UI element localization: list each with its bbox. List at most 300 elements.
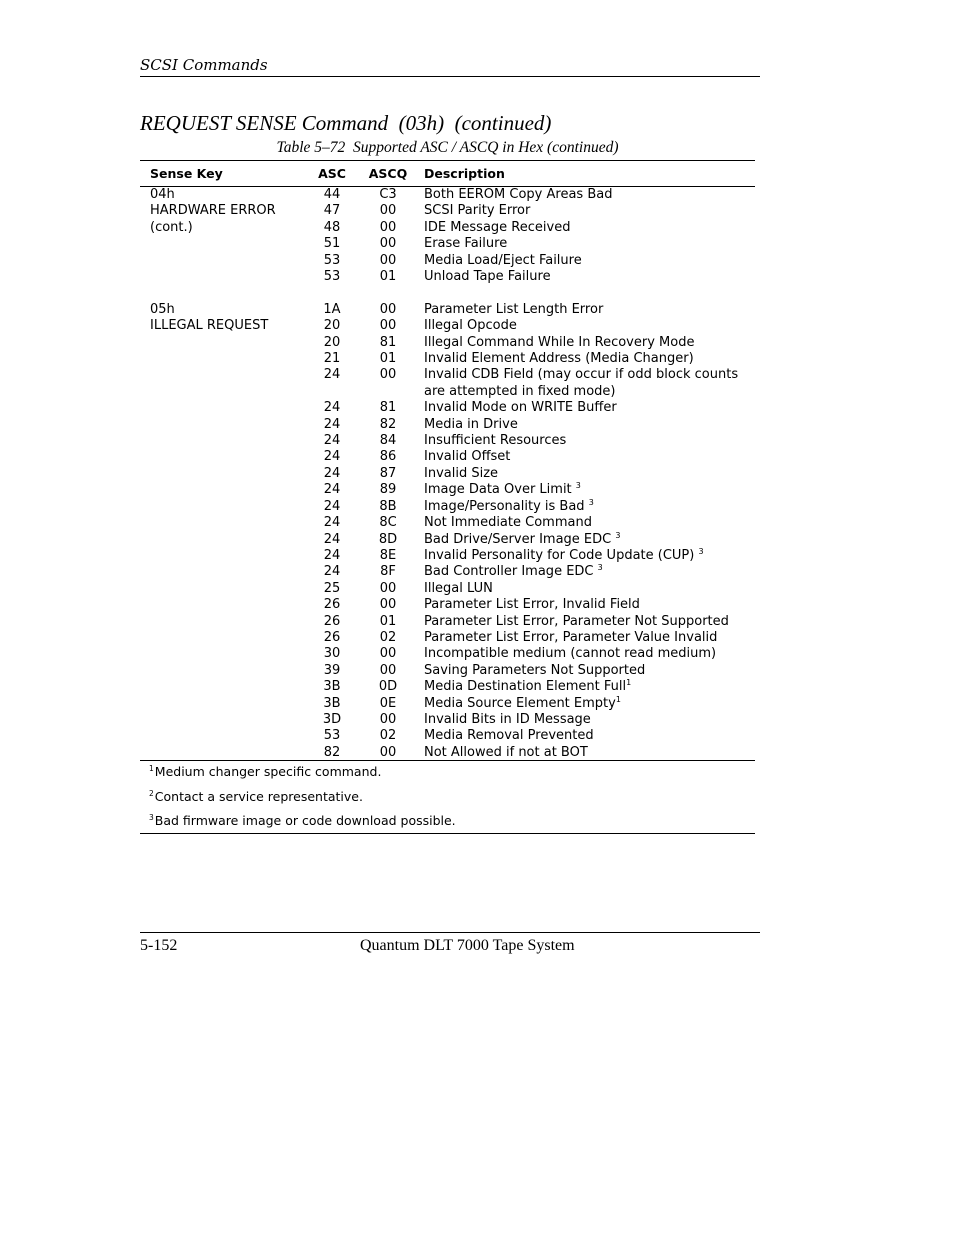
- asc-cell: [304, 614, 360, 630]
- asc-cell-text: 82: [323, 744, 341, 760]
- asc-cell: [304, 351, 360, 367]
- description-cell: [416, 712, 755, 728]
- description-cell: [416, 728, 755, 744]
- description-cell-text: Parameter List Length Error: [424, 301, 604, 317]
- footnote-reference: 1: [626, 678, 632, 688]
- sense-key-cell-text: ILLEGAL REQUEST: [150, 318, 269, 334]
- spacer-cell: [140, 285, 755, 301]
- sense-key-cell-text: HARDWARE ERROR: [150, 203, 276, 219]
- asc-cell: [304, 728, 360, 744]
- description-cell: [416, 367, 755, 383]
- asc-cell: [304, 302, 360, 318]
- table-row: [140, 696, 755, 712]
- table-row: [140, 433, 755, 449]
- description-cell-text: Bad Controller Image EDC: [424, 564, 598, 580]
- footnote: [140, 813, 755, 830]
- description-cell: [416, 532, 755, 548]
- table-row: [140, 597, 755, 613]
- ascq-cell-text: 00: [379, 252, 397, 268]
- description-cell-text: Parameter List Error, Invalid Field: [424, 597, 640, 613]
- ascq-cell: [360, 384, 416, 400]
- asc-cell-text: 24: [323, 531, 341, 547]
- footnote-text: Contact a service representative.: [154, 788, 363, 804]
- ascq-cell-text: 8B: [379, 498, 397, 514]
- footnotes: [140, 760, 755, 834]
- ascq-cell: [360, 318, 416, 334]
- table-row: [140, 417, 755, 433]
- ascq-cell: [360, 581, 416, 597]
- footnote-mark: 1: [149, 764, 154, 773]
- ascq-cell-text: 8C: [379, 515, 397, 531]
- table-row: [140, 499, 755, 515]
- table-row: [140, 236, 755, 252]
- ascq-cell-text: 0D: [378, 679, 398, 695]
- description-cell: [416, 679, 755, 695]
- footnote-reference: 3: [588, 497, 594, 507]
- asc-cell-text: 39: [323, 662, 341, 678]
- asc-cell-text: 24: [323, 433, 341, 449]
- asc-cell: [304, 367, 360, 383]
- description-cell: [416, 646, 755, 662]
- description-cell: [416, 515, 755, 531]
- ascq-cell: [360, 696, 416, 712]
- description-cell: [416, 597, 755, 613]
- column-header-ascq: ASCQ: [360, 161, 416, 187]
- sense-key-cell: [140, 614, 304, 630]
- ascq-cell-text: 01: [379, 269, 397, 285]
- sense-key-cell: [140, 630, 304, 646]
- asc-cell: [304, 269, 360, 285]
- asc-cell: [304, 433, 360, 449]
- sense-key-cell: [140, 220, 304, 236]
- description-cell-text: Image/Personality is Bad: [424, 498, 589, 514]
- sense-key-cell: [140, 367, 304, 383]
- description-cell-text: SCSI Parity Error: [424, 203, 531, 219]
- product-name: Quantum DLT 7000 Tape System: [360, 937, 575, 954]
- ascq-cell: [360, 515, 416, 531]
- footnote-reference: 3: [615, 530, 621, 540]
- ascq-cell-text: 00: [379, 203, 397, 219]
- page-footer: [140, 932, 760, 954]
- ascq-cell-text: C3: [379, 187, 397, 202]
- asc-cell: [304, 466, 360, 482]
- footnote-text: Medium changer specific command.: [154, 764, 382, 779]
- asc-cell: [304, 482, 360, 498]
- ascq-cell: [360, 548, 416, 564]
- ascq-cell: [360, 499, 416, 515]
- table-row: [140, 466, 755, 482]
- table-row: [140, 220, 755, 236]
- description-cell: [416, 236, 755, 252]
- asc-cell: [304, 515, 360, 531]
- asc-cell-text: 24: [323, 367, 341, 383]
- asc-cell-text: 24: [323, 449, 341, 465]
- sense-key-cell: [140, 515, 304, 531]
- ascq-cell-text: 00: [379, 646, 397, 662]
- table-row: [140, 449, 755, 465]
- asc-cell: [304, 449, 360, 465]
- asc-cell-text: 53: [323, 269, 341, 285]
- asc-cell: [304, 187, 360, 204]
- ascq-cell: [360, 646, 416, 662]
- description-cell: [416, 581, 755, 597]
- asc-cell-text: 3D: [322, 711, 342, 727]
- sense-key-cell: [140, 236, 304, 252]
- sense-key-cell: [140, 482, 304, 498]
- asc-cell-text: 24: [323, 547, 341, 563]
- sense-key-cell: [140, 466, 304, 482]
- ascq-cell-text: 00: [379, 711, 397, 727]
- description-cell: [416, 499, 755, 515]
- description-cell-text: Media in Drive: [424, 416, 518, 432]
- sense-key-cell: [140, 400, 304, 416]
- table-row: [140, 203, 755, 219]
- description-cell-text: Invalid Size: [424, 465, 499, 481]
- description-cell: [416, 548, 755, 564]
- asc-cell-text: 24: [323, 465, 341, 481]
- asc-cell: [304, 564, 360, 580]
- asc-cell: [304, 581, 360, 597]
- footnote-mark: 3: [149, 813, 154, 822]
- ascq-cell-text: 00: [379, 236, 397, 252]
- asc-cell-text: 24: [323, 400, 341, 416]
- description-cell: [416, 220, 755, 236]
- description-cell-text: IDE Message Received: [424, 219, 571, 235]
- asc-cell: [304, 712, 360, 728]
- asc-cell: [304, 253, 360, 269]
- sense-key-cell: [140, 679, 304, 695]
- table-row: [140, 712, 755, 728]
- description-cell-text: Invalid Personality for Code Update (CUP): [424, 547, 699, 563]
- footnote-reference: 3: [597, 563, 603, 573]
- table-row: [140, 614, 755, 630]
- table-row: [140, 253, 755, 269]
- description-cell-text: Bad Drive/Server Image EDC: [424, 531, 616, 547]
- table-row: [140, 318, 755, 334]
- sense-key-cell-text: 04h: [150, 187, 175, 202]
- description-cell-text: Not Immediate Command: [424, 515, 592, 531]
- ascq-cell-text: 00: [379, 367, 397, 383]
- footnote-text: Bad firmware image or code download possible.: [154, 813, 456, 828]
- asc-cell-text: 51: [323, 236, 341, 252]
- table-row: [140, 335, 755, 351]
- ascq-cell-text: 01: [379, 613, 397, 629]
- ascq-cell: [360, 532, 416, 548]
- description-cell-text: Media Load/Eject Failure: [424, 252, 582, 268]
- sense-key-cell: [140, 253, 304, 269]
- description-cell: [416, 187, 755, 204]
- table-header-row: [140, 161, 755, 187]
- description-cell: [416, 269, 755, 285]
- ascq-cell-text: 00: [379, 662, 397, 678]
- ascq-cell-text: 8D: [378, 531, 398, 547]
- description-cell: [416, 351, 755, 367]
- ascq-cell: [360, 597, 416, 613]
- description-cell: [416, 253, 755, 269]
- ascq-cell: [360, 433, 416, 449]
- running-head: SCSI Commands: [140, 56, 760, 77]
- table-row: [140, 630, 755, 646]
- table-row: [140, 351, 755, 367]
- sense-key-cell: [140, 269, 304, 285]
- table-row: [140, 187, 755, 204]
- ascq-cell: [360, 400, 416, 416]
- ascq-cell-text: 86: [379, 449, 397, 465]
- sense-key-cell: [140, 646, 304, 662]
- ascq-cell: [360, 351, 416, 367]
- sense-key-cell: [140, 548, 304, 564]
- sense-key-cell: [140, 597, 304, 613]
- section-title: REQUEST SENSE Command (03h) (continued): [140, 111, 552, 135]
- ascq-cell-text: 00: [379, 597, 397, 613]
- sense-key-cell: [140, 581, 304, 597]
- description-cell: [416, 335, 755, 351]
- ascq-cell: [360, 253, 416, 269]
- ascq-cell: [360, 335, 416, 351]
- asc-ascq-table: [140, 160, 755, 763]
- asc-cell-text: 24: [323, 416, 341, 432]
- table-row: [140, 532, 755, 548]
- description-cell: [416, 400, 755, 416]
- ascq-cell: [360, 417, 416, 433]
- ascq-cell-text: 00: [379, 580, 397, 596]
- table-row: [140, 548, 755, 564]
- sense-key-cell: [140, 449, 304, 465]
- asc-cell: [304, 335, 360, 351]
- description-cell-text: Both EEROM Copy Areas Bad: [424, 187, 613, 202]
- ascq-cell-text: 00: [379, 301, 397, 317]
- sense-key-cell: [140, 433, 304, 449]
- ascq-cell-text: 8F: [380, 564, 396, 580]
- description-cell: [416, 302, 755, 318]
- description-cell: [416, 417, 755, 433]
- footnote-mark: 2: [149, 788, 154, 798]
- ascq-cell-text: 8E: [379, 547, 397, 563]
- sense-key-cell: [140, 696, 304, 712]
- description-cell-text: Invalid Offset: [424, 449, 511, 465]
- asc-cell-text: 53: [323, 728, 341, 744]
- asc-cell-text: 47: [323, 203, 341, 219]
- table-row: [140, 728, 755, 744]
- ascq-cell: [360, 728, 416, 744]
- ascq-cell-text: 00: [379, 318, 397, 334]
- asc-cell: [304, 499, 360, 515]
- description-cell-text: Insufficient Resources: [424, 433, 567, 449]
- description-cell: [416, 449, 755, 465]
- description-cell-text: are attempted in fixed mode): [424, 383, 616, 399]
- asc-cell-text: 44: [323, 187, 341, 202]
- description-cell-text: Saving Parameters Not Supported: [424, 662, 646, 678]
- asc-cell-text: 24: [323, 564, 341, 580]
- page-number: 5-152: [140, 937, 178, 954]
- asc-cell-text: 20: [323, 334, 341, 350]
- ascq-cell-text: 84: [379, 433, 397, 449]
- sense-key-cell: [140, 532, 304, 548]
- table-row: [140, 679, 755, 695]
- asc-cell-text: 21: [323, 351, 341, 367]
- description-cell: [416, 384, 755, 400]
- asc-cell-text: 25: [323, 580, 341, 596]
- sense-key-cell: [140, 318, 304, 334]
- asc-cell: [304, 597, 360, 613]
- asc-cell-text: 26: [323, 597, 341, 613]
- group-spacer: [140, 285, 755, 301]
- ascq-cell: [360, 564, 416, 580]
- ascq-cell-text: 02: [379, 728, 397, 744]
- sense-key-cell-text: 05h: [150, 301, 175, 317]
- table-caption: Table 5–72 Supported ASC / ASCQ in Hex (continued): [276, 139, 619, 156]
- asc-cell: [304, 630, 360, 646]
- ascq-cell-text: 02: [379, 629, 397, 645]
- ascq-cell-text: 00: [379, 744, 397, 760]
- sense-key-cell: [140, 417, 304, 433]
- asc-cell: [304, 318, 360, 334]
- sense-key-cell: [140, 728, 304, 744]
- description-cell-text: Not Allowed if not at BOT: [424, 744, 588, 760]
- table-row: [140, 269, 755, 285]
- description-cell-text: Invalid Mode on WRITE Buffer: [424, 400, 617, 416]
- ascq-cell: [360, 367, 416, 383]
- column-header-sense-key: Sense Key: [140, 161, 304, 187]
- ascq-cell: [360, 302, 416, 318]
- ascq-cell-text: 01: [379, 351, 397, 367]
- asc-cell: [304, 400, 360, 416]
- sense-key-cell: [140, 203, 304, 219]
- sense-key-cell: [140, 564, 304, 580]
- asc-cell: [304, 220, 360, 236]
- ascq-cell-text: 81: [379, 334, 397, 350]
- asc-cell: [304, 646, 360, 662]
- ascq-cell-text: 87: [379, 465, 397, 481]
- asc-cell-text: 24: [323, 515, 341, 531]
- description-cell: [416, 466, 755, 482]
- description-cell-text: Unload Tape Failure: [424, 269, 551, 285]
- asc-cell: [304, 548, 360, 564]
- footnote-reference: 3: [698, 546, 704, 556]
- footnote-reference: 1: [615, 694, 621, 704]
- description-cell-text: Invalid Bits in ID Message: [424, 711, 591, 727]
- description-cell-text: Image Data Over Limit: [424, 482, 576, 498]
- ascq-cell: [360, 679, 416, 695]
- ascq-cell: [360, 220, 416, 236]
- ascq-cell: [360, 449, 416, 465]
- asc-cell-text: 48: [323, 219, 341, 235]
- description-cell: [416, 614, 755, 630]
- ascq-cell-text: 00: [379, 219, 397, 235]
- asc-cell: [304, 203, 360, 219]
- asc-cell-text: 26: [323, 629, 341, 645]
- asc-cell-text: 24: [323, 482, 341, 498]
- sense-key-cell: [140, 335, 304, 351]
- asc-cell-text: 20: [323, 318, 341, 334]
- description-cell: [416, 318, 755, 334]
- ascq-cell: [360, 187, 416, 204]
- asc-cell-text: 24: [323, 498, 341, 514]
- sense-key-cell: [140, 712, 304, 728]
- ascq-cell: [360, 269, 416, 285]
- footnote: [140, 764, 755, 789]
- ascq-cell: [360, 466, 416, 482]
- table-row: [140, 400, 755, 416]
- ascq-cell: [360, 712, 416, 728]
- description-cell-text: Incompatible medium (cannot read medium): [424, 646, 717, 662]
- description-cell-text: Media Source Element Empty: [424, 695, 616, 711]
- asc-cell-text: 1A: [323, 301, 341, 317]
- description-cell-text: Invalid Element Address (Media Changer): [424, 351, 694, 367]
- asc-cell: [304, 663, 360, 679]
- ascq-cell-text: 81: [379, 400, 397, 416]
- description-cell-text: Illegal Opcode: [424, 318, 517, 334]
- table-row: [140, 384, 755, 400]
- sense-key-cell-text: (cont.): [150, 219, 193, 235]
- ascq-cell: [360, 663, 416, 679]
- asc-cell: [304, 532, 360, 548]
- description-cell-text: Illegal Command While In Recovery Mode: [424, 334, 695, 350]
- description-cell: [416, 433, 755, 449]
- ascq-cell-text: 89: [379, 482, 397, 498]
- ascq-cell-text: 82: [379, 416, 397, 432]
- asc-cell-text: 3B: [323, 695, 341, 711]
- column-header-description: Description: [416, 161, 755, 187]
- ascq-cell: [360, 236, 416, 252]
- ascq-cell: [360, 203, 416, 219]
- description-cell-text: Invalid CDB Field (may occur if odd block counts: [424, 367, 739, 383]
- table-row: [140, 663, 755, 679]
- footnote: [140, 789, 755, 814]
- sense-key-cell: [140, 663, 304, 679]
- table-row: [140, 646, 755, 662]
- description-cell: [416, 663, 755, 679]
- sense-key-cell: [140, 384, 304, 400]
- sense-key-cell: [140, 187, 304, 204]
- column-header-asc: ASC: [304, 161, 360, 187]
- asc-cell: [304, 236, 360, 252]
- description-cell-text: Media Removal Prevented: [424, 728, 594, 744]
- asc-cell-text: 53: [323, 252, 341, 268]
- table-body: [140, 187, 755, 764]
- description-cell-text: Erase Failure: [424, 236, 508, 252]
- description-cell-text: Media Destination Element Full: [424, 679, 627, 695]
- sense-key-cell: [140, 302, 304, 318]
- description-cell: [416, 630, 755, 646]
- description-cell-text: Parameter List Error, Parameter Not Supported: [424, 613, 729, 629]
- ascq-cell: [360, 482, 416, 498]
- asc-cell: [304, 384, 360, 400]
- description-cell: [416, 564, 755, 580]
- footnote-reference: 3: [575, 481, 581, 491]
- ascq-cell: [360, 614, 416, 630]
- asc-cell: [304, 696, 360, 712]
- description-cell-text: Illegal LUN: [424, 580, 493, 596]
- sense-key-cell: [140, 351, 304, 367]
- asc-cell-text: 3B: [323, 679, 341, 695]
- description-cell: [416, 482, 755, 498]
- ascq-cell-text: 0E: [379, 695, 397, 711]
- ascq-cell: [360, 630, 416, 646]
- description-cell-text: Parameter List Error, Parameter Value Invalid: [424, 629, 718, 645]
- sense-key-cell: [140, 499, 304, 515]
- asc-cell: [304, 679, 360, 695]
- table-row: [140, 482, 755, 498]
- description-cell: [416, 696, 755, 712]
- table-row: [140, 515, 755, 531]
- table-row: [140, 581, 755, 597]
- table-row: [140, 564, 755, 580]
- description-cell: [416, 203, 755, 219]
- table-row: [140, 367, 755, 383]
- asc-cell-text: 30: [323, 646, 341, 662]
- asc-cell: [304, 417, 360, 433]
